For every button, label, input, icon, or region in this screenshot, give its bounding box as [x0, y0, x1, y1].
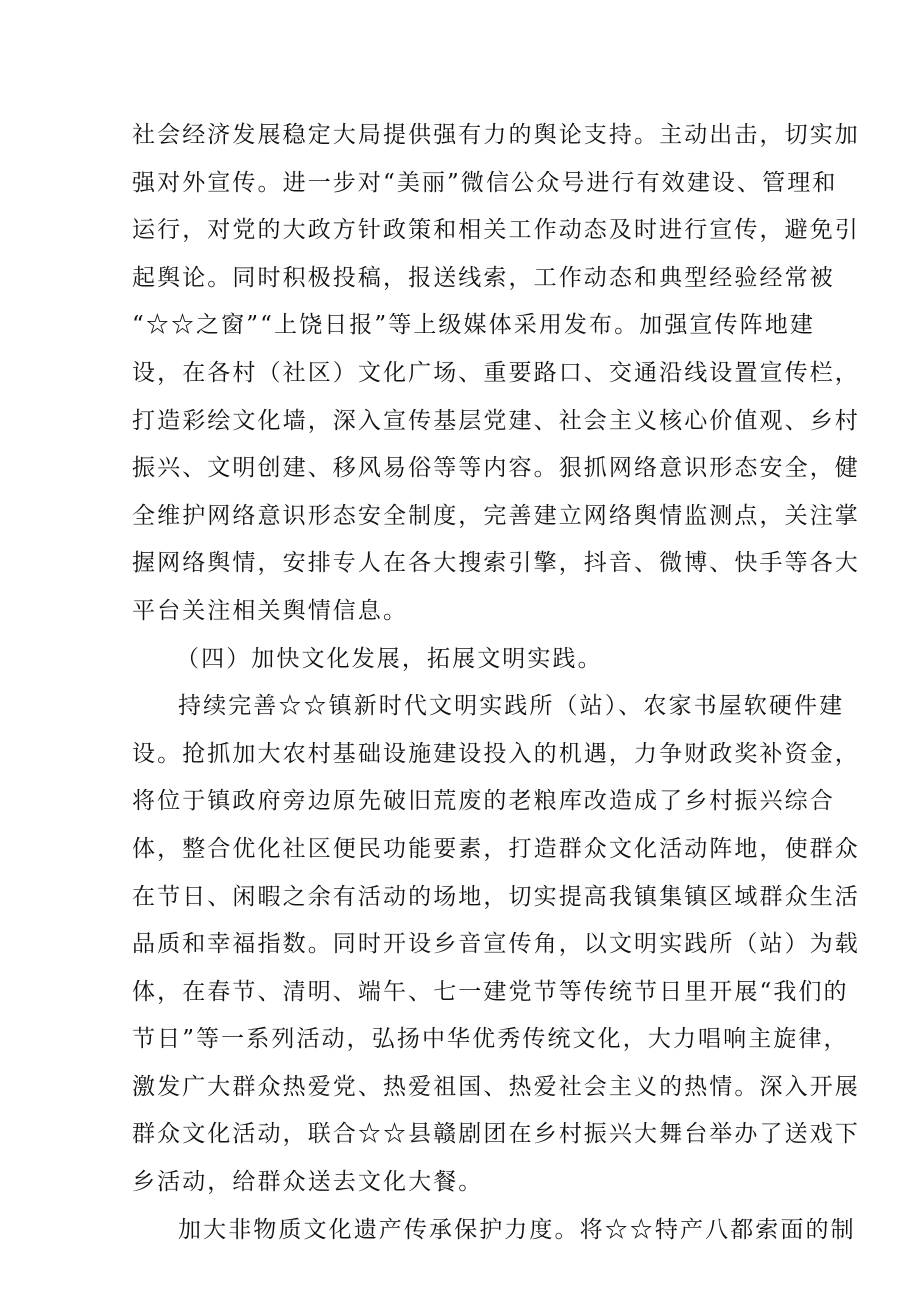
paragraph-line: 起舆论。同时积极投稿，报送线索，工作动态和典型经验经常被 [132, 264, 835, 291]
paragraph-line: 节日”等一系列活动，弘扬中华优秀传统文化，大力唱响主旋律， [132, 1026, 849, 1053]
document-body [132, 112, 860, 1254]
paragraph-line: 激发广大群众热爱党、热爱祖国、热爱社会主义的热情。深入开展 [132, 1073, 860, 1100]
paragraph-line: 全维护网络意识形态安全制度，完善建立网络舆情监测点，关注掌 [132, 502, 860, 529]
paragraph-line: “☆☆之窗”“上饶日报”等上级媒体采用发布。加强宣传阵地建 [132, 312, 815, 339]
paragraph-line: 体，整合优化社区便民功能要素，打造群众文化活动阵地，使群众 [132, 835, 860, 862]
paragraph-line: 乡活动，给群众送去文化大餐。 [132, 1169, 484, 1196]
paragraph-line: 将位于镇政府旁边原先破旧荒废的老粮库改造成了乡村振兴综合 [132, 788, 835, 815]
paragraph-line: 在节日、闲暇之余有活动的场地，切实提高我镇集镇区域群众生活 [132, 883, 860, 910]
paragraph-line: 握网络舆情，安排专人在各大搜索引擎，抖音、微博、快手等各大 [132, 550, 860, 577]
paragraph-line: 设。抢抓加大农村基础设施建设投入的机遇，力争财政奖补资金， [132, 740, 860, 767]
paragraph-line: 体，在春节、清明、端午、七一建党节等传统节日里开展“我们的 [132, 978, 849, 1005]
paragraph-line: 群众文化活动，联合☆☆县赣剧团在乡村振兴大舞台举办了送戏下 [132, 1121, 860, 1148]
paragraph-line: 打造彩绘文化墙，深入宣传基层党建、社会主义核心价值观、乡村 [132, 407, 860, 434]
paragraph-line: 强对外宣传。进一步对“美丽”微信公众号进行有效建设、管理和 [132, 169, 838, 196]
paragraph-line: 运行，对党的大政方针政策和相关工作动态及时进行宣传，避免引 [132, 217, 860, 244]
paragraph-line: 平台关注相关舆情信息。 [132, 597, 409, 624]
paragraph-line: 持续完善☆☆镇新时代文明实践所（站）、农家书屋软硬件建 [178, 693, 845, 720]
paragraph-line: 加大非物质文化遗产传承保护力度。将☆☆特产八都索面的制 [178, 1216, 856, 1243]
paragraph-line: 社会经济发展稳定大局提供强有力的舆论支持。主动出击，切实加 [132, 122, 860, 148]
paragraph-line: 设，在各村（社区）文化广场、重要路口、交通沿线设置宣传栏， [132, 359, 860, 386]
paragraph-line: 品质和幸福指数。同时开设乡音宣传角，以文明实践所（站）为载 [132, 931, 860, 958]
section-heading: （四）加快文化发展，拓展文明实践。 [176, 645, 603, 672]
paragraph-line: 振兴、文明创建、移风易俗等等内容。狠抓网络意识形态安全，健 [132, 455, 860, 482]
